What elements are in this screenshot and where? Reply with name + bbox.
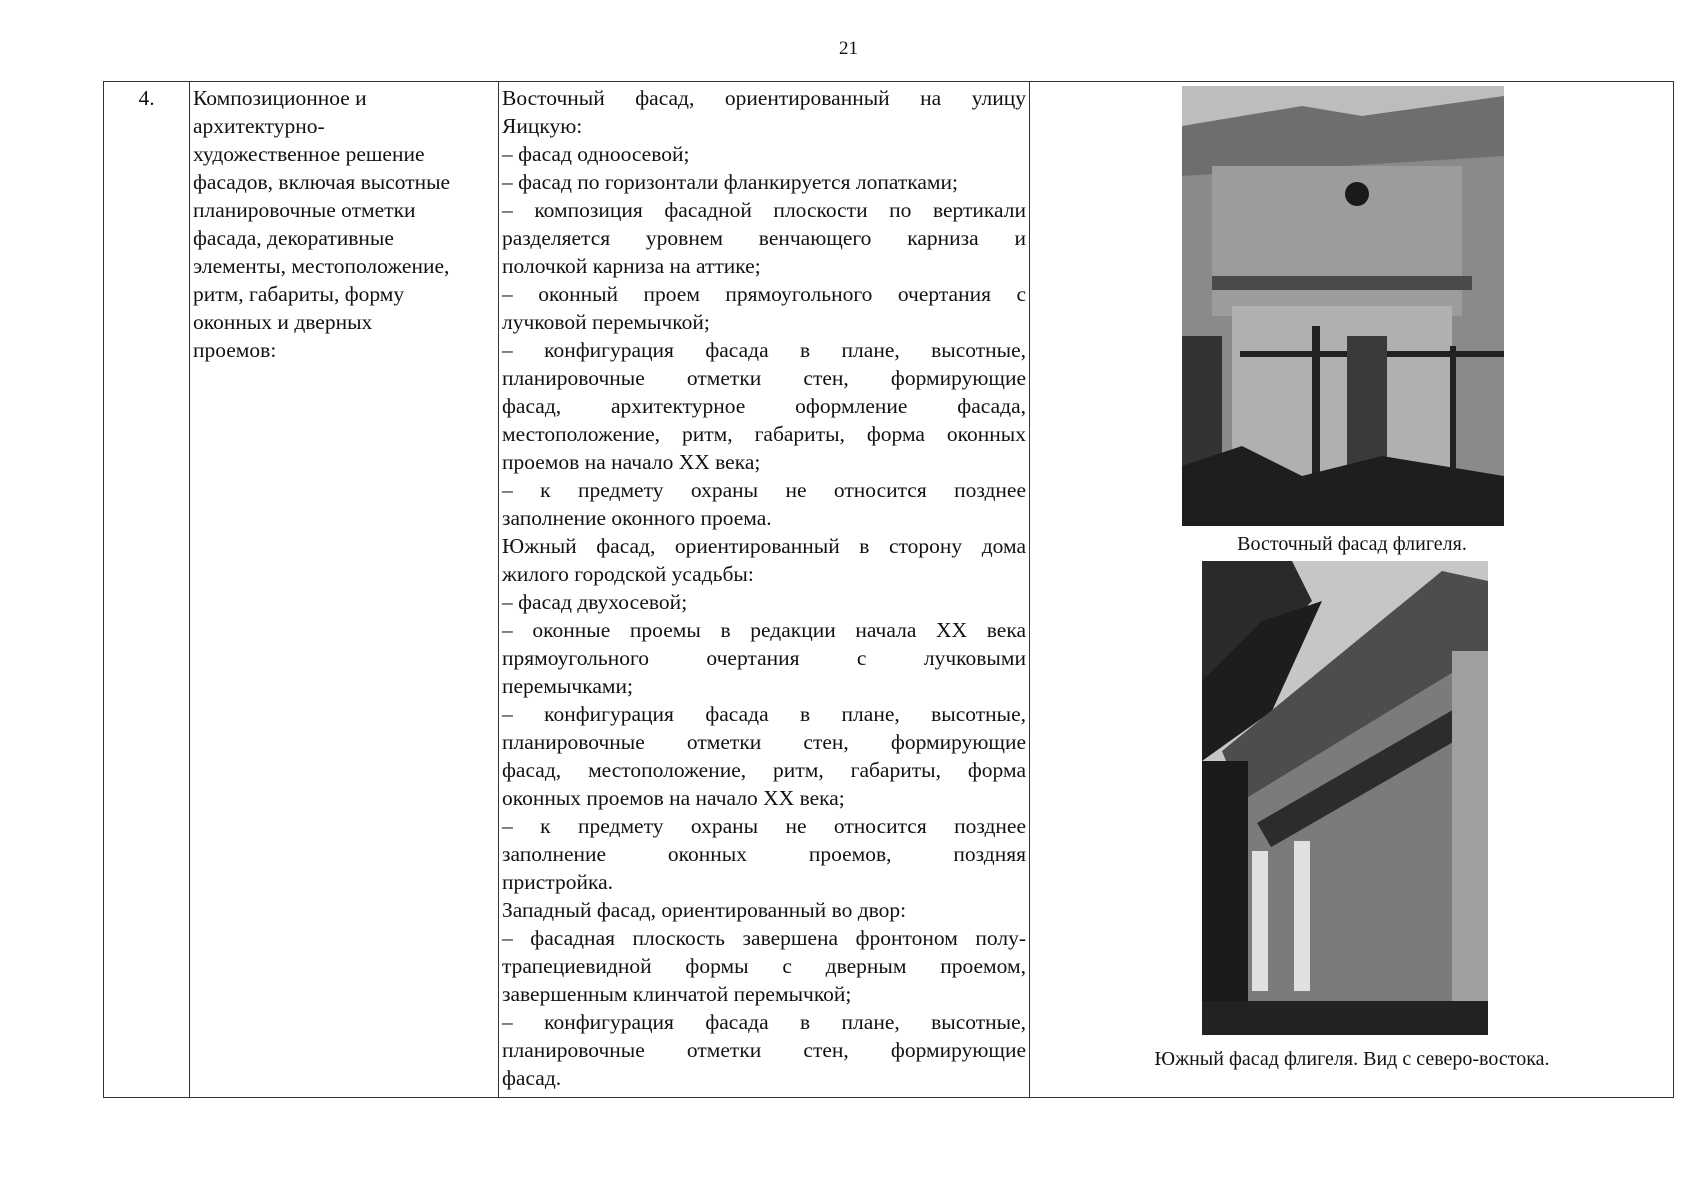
description-line: – фасад одноосевой; <box>502 142 690 166</box>
description-line: завершенным клинчатой перемычкой; <box>502 982 852 1006</box>
title-line: художественное решение <box>193 142 425 166</box>
description-line: прямоугольного очертания с лучковыми <box>502 646 1026 670</box>
description-line: заполнение оконного проема. <box>502 506 772 530</box>
description-line: – фасад двухосевой; <box>502 590 688 614</box>
title-line: проемов: <box>193 338 277 362</box>
description-line: фасад, местоположение, ритм, габариты, форма <box>502 758 1026 782</box>
description-line: планировочные отметки стен, формирующие <box>502 1038 1026 1062</box>
photos-cell <box>1030 82 1674 1098</box>
row-title <box>190 82 499 1098</box>
description-line: Яицкую: <box>502 114 583 138</box>
description-line: – конфигурация фасада в плане, высотные, <box>502 338 1026 362</box>
description-line: – к предмету охраны не относится позднее <box>502 478 1026 502</box>
title-line: фасадов, включая высотные <box>193 170 451 194</box>
row-number: 4. <box>104 82 190 1098</box>
description-line: – к предмету охраны не относится позднее <box>502 814 1026 838</box>
description-line: местоположение, ритм, габариты, форма оконных <box>502 422 1026 446</box>
east-facade-photo <box>1182 86 1504 526</box>
description-line: Восточный фасад, ориентированный на улицу <box>502 86 1026 110</box>
title-line: архитектурно- <box>193 114 325 138</box>
description-line: – фасад по горизонтали фланкируется лопатками; <box>502 170 958 194</box>
title-line: Композиционное и <box>193 86 367 110</box>
title-line: оконных и дверных <box>193 310 373 334</box>
description-line: – оконные проемы в редакции начала XX века <box>502 618 1026 642</box>
title-line: фасада, декоративные <box>193 226 394 250</box>
description-line: – конфигурация фасада в плане, высотные, <box>502 1010 1026 1034</box>
description-line: Южный фасад, ориентированный в сторону дома <box>502 534 1026 558</box>
description-line: фасад, архитектурное оформление фасада, <box>502 394 1026 418</box>
title-line: элементы, местоположение, <box>193 254 450 278</box>
description-line: фасад. <box>502 1066 562 1090</box>
title-line: ритм, габариты, форму <box>193 282 405 306</box>
description-line: полочкой карниза на аттике; <box>502 254 761 278</box>
heritage-table <box>103 81 1674 1098</box>
page-number: 21 <box>839 38 858 59</box>
south-facade-photo <box>1202 561 1488 1035</box>
description-line: планировочные отметки стен, формирующие <box>502 730 1026 754</box>
description-line: разделяется уровнем венчающего карниза и <box>502 226 1026 250</box>
description-line: планировочные отметки стен, формирующие <box>502 366 1026 390</box>
description-line: перемычками; <box>502 674 633 698</box>
description-line: пристройка. <box>502 870 614 894</box>
description-line: заполнение оконных проемов, поздняя <box>502 842 1026 866</box>
description-line: – оконный проем прямоугольного очертания с <box>502 282 1026 306</box>
description-line: – композиция фасадной плоскости по вертикали <box>502 198 1026 222</box>
description-line: – фасадная плоскость завершена фронтоном полу- <box>502 926 1026 950</box>
description-line: проемов на начало XX века; <box>502 450 761 474</box>
east-facade-caption: Восточный фасад флигеля. <box>1237 533 1467 555</box>
row-description <box>499 82 1030 1098</box>
table-row <box>104 82 1674 1098</box>
description-line: Западный фасад, ориентированный во двор: <box>502 898 907 922</box>
title-line: планировочные отметки <box>193 198 416 222</box>
description-line: трапециевидной формы с дверным проемом, <box>502 954 1026 978</box>
description-line: жилого городской усадьбы: <box>502 562 754 586</box>
description-line: лучковой перемычкой; <box>502 310 710 334</box>
south-facade-caption: Южный фасад флигеля. Вид с северо-востока. <box>1154 1048 1550 1070</box>
description-line: – конфигурация фасада в плане, высотные, <box>502 702 1026 726</box>
description-line: оконных проемов на начало XX века; <box>502 786 845 810</box>
